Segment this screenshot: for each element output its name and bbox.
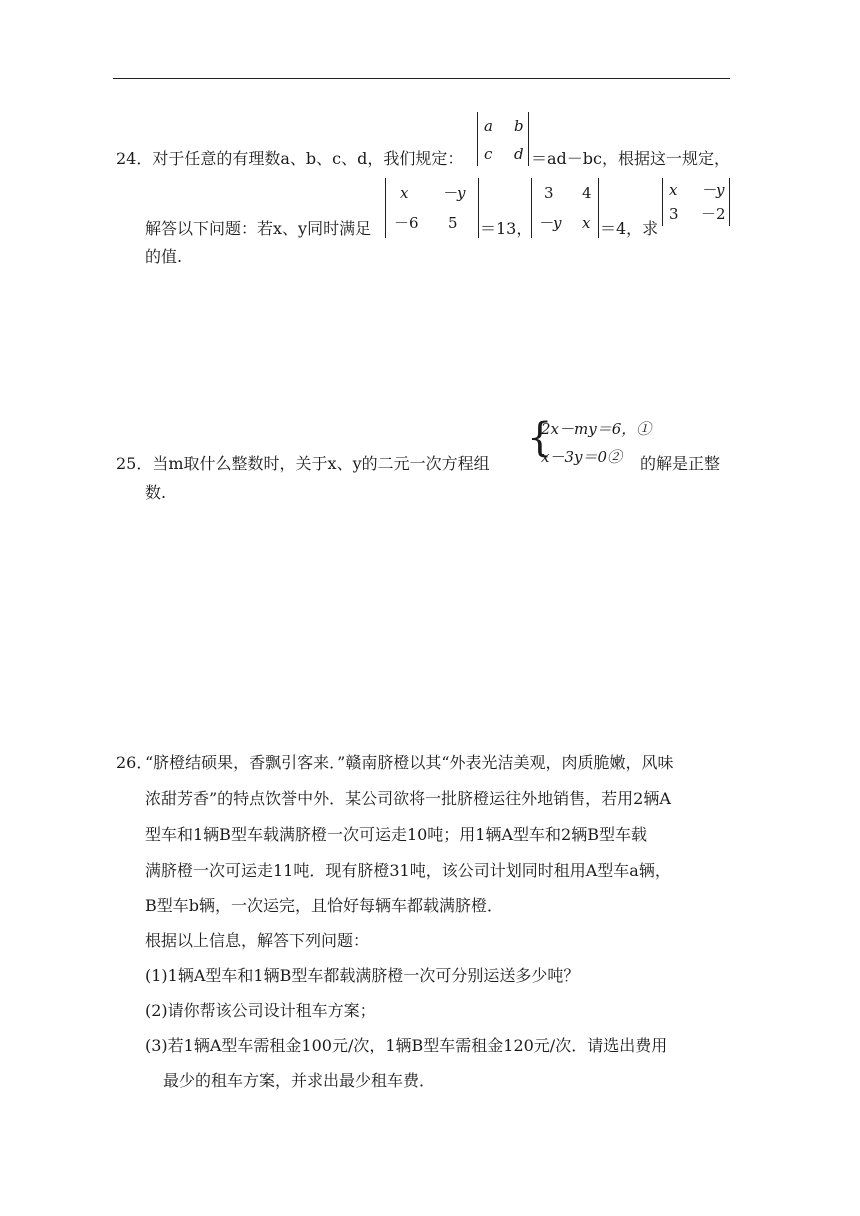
- det-cell: 3: [669, 205, 679, 223]
- determinant-3: [662, 178, 730, 226]
- q26-number: 26．: [116, 753, 153, 772]
- q24-eq2: ＝4，求: [600, 219, 659, 238]
- q24-eq1: ＝13，: [480, 219, 533, 238]
- q26-subquestion-3: (3)若1辆A型车需租金100元/次，1辆B型车需租金120元/次．请选出费用: [145, 1036, 668, 1055]
- det-cell: －y: [442, 184, 466, 202]
- det-cell: b: [514, 117, 524, 135]
- det-cell: 4: [582, 184, 592, 202]
- det-cell: x: [400, 184, 409, 202]
- det-cell: －y: [701, 181, 725, 199]
- det-cell: x: [669, 181, 678, 199]
- det-cell: c: [484, 145, 493, 163]
- equation-system: [527, 412, 652, 468]
- det-cell: x: [582, 214, 591, 232]
- det-cell: 3: [544, 184, 554, 202]
- q24-definition-rhs: ＝ad－bc，根据这一规定，: [531, 149, 730, 168]
- q26-subquestion-2: (2)请你帮该公司设计租车方案；: [145, 1001, 376, 1020]
- q26-line: 满脐橙一次可运走11吨．现有脐橙31吨，该公司计划同时租用A型车a辆，: [145, 861, 671, 880]
- q26-line: B型车b辆，一次运完，且恰好每辆车都载满脐橙．: [145, 896, 504, 915]
- equation-1: 2x－my＝6，①: [541, 420, 652, 438]
- q24-number: 24．: [116, 149, 153, 168]
- left-brace: {: [527, 415, 553, 461]
- definition-determinant: [477, 112, 529, 166]
- det-cell: －2: [701, 205, 726, 223]
- equation-2: x－3y＝0②: [541, 448, 623, 466]
- q26-subquestion-1: (1)1辆A型车和1辆B型车都载满脐橙一次可分别运送多少吨？: [145, 966, 580, 985]
- det-cell: －y: [538, 214, 562, 232]
- q25-number: 25．: [116, 454, 153, 473]
- det-cell: a: [484, 117, 493, 135]
- det-cell: d: [514, 145, 524, 163]
- det-cell: 5: [448, 214, 458, 232]
- q26-line: 根据以上信息，解答下列问题：: [145, 931, 370, 950]
- determinant-1: [385, 178, 479, 238]
- q26-subquestion-3-cont: 最少的租车方案，并求出最少租车费．: [163, 1071, 436, 1090]
- q26-line: “脐橙结硕果，香飘引客来．”赣南脐橙以其“外表光洁美观，肉质脆嫩，风味: [145, 753, 674, 772]
- q24-line3: 的值.: [145, 247, 183, 266]
- q25-text-suffix: 的解是正整: [640, 454, 721, 473]
- q24-definition-text: 对于任意的有理数a、b、c、d，我们规定：: [152, 149, 464, 168]
- q26-line: 浓甜芳香”的特点饮誉中外．某公司欲将一批脐橙运往外地销售，若用2辆A: [145, 789, 671, 808]
- q25-line2: 数.: [145, 483, 167, 502]
- determinant-2: [531, 178, 599, 238]
- det-cell: －6: [394, 214, 419, 232]
- q26-line: 型车和1辆B型车载满脐橙一次可运走10吨；用1辆A型车和2辆B型车载: [145, 825, 647, 844]
- q24-line1: [116, 148, 463, 170]
- header-rule: [113, 78, 730, 79]
- q24-line2-prefix: 解答以下问题：若x、y同时满足: [145, 219, 372, 238]
- q25-line1: [116, 453, 490, 475]
- q25-text-prefix: 当m取什么整数时，关于x、y的二元一次方程组: [152, 454, 490, 473]
